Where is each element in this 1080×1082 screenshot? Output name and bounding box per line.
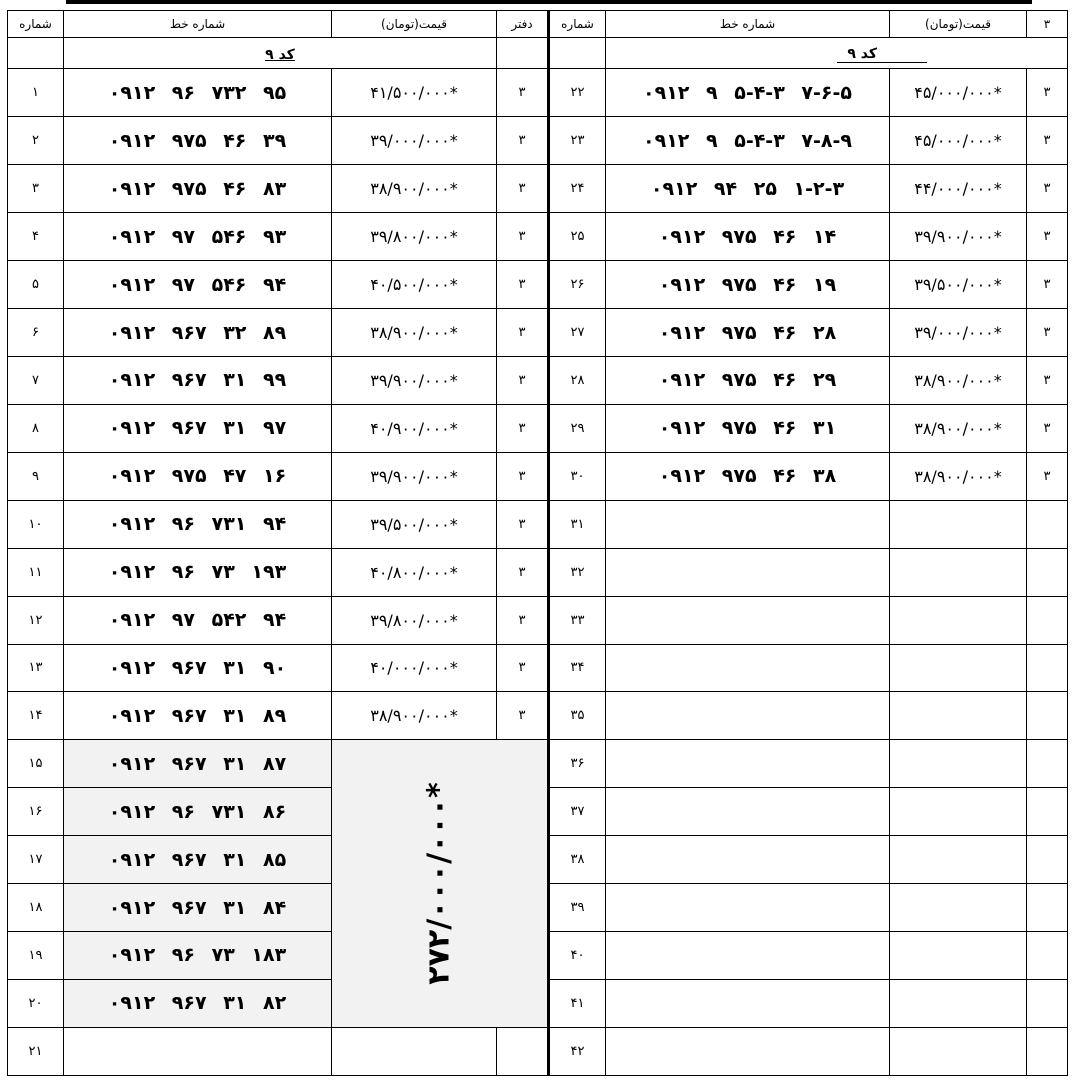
row-index: ۱۴ (8, 692, 64, 740)
row-index: ۱۲ (8, 596, 64, 644)
table-row (8, 117, 1068, 165)
price-value: ۳۹/۹۰۰/۰۰۰* (332, 356, 497, 404)
header-row (8, 11, 1068, 38)
phone-number-right: ۰۹۱۲ ۹۷۵ ۴۶ ۲۸ (606, 309, 890, 357)
header-price: قیمت(تومان) (332, 11, 497, 38)
row-index-right: ۲۴ (549, 165, 606, 213)
office-code-right (1027, 884, 1068, 932)
phone-number-right (606, 836, 890, 884)
price-value-right (890, 1027, 1027, 1075)
table-row (8, 500, 1068, 548)
office-code: ۳ (497, 500, 549, 548)
phone-number-right: ۰۹۱۲ ۹۴ ۲۵ ۱-۲-۳ (606, 165, 890, 213)
phone-number: ۰۹۱۲ ۹۶۷ ۳۱ ۸۲ (64, 979, 332, 1027)
row-index-right: ۳۲ (549, 548, 606, 596)
row-index-right: ۳۳ (549, 596, 606, 644)
price-value: ۳۹/۸۰۰/۰۰۰* (332, 596, 497, 644)
phone-number-right: ۰۹۱۲ ۹ ۵-۴-۳ ۷-۸-۹ (606, 117, 890, 165)
row-index: ۳ (8, 165, 64, 213)
office-code-right (1027, 788, 1068, 836)
office-code-right (1027, 500, 1068, 548)
price-value: ۴۰/۵۰۰/۰۰۰* (332, 261, 497, 309)
phone-number: ۰۹۱۲ ۹۷۵ ۴۷ ۱۶ (64, 452, 332, 500)
phone-number: ۰۹۱۲ ۹۶۷ ۳۱ ۹۹ (64, 356, 332, 404)
row-index-right: ۳۶ (549, 740, 606, 788)
table-row (8, 740, 1068, 788)
header-index: شماره (8, 11, 64, 38)
row-index: ۵ (8, 261, 64, 309)
row-index-right: ۳۷ (549, 788, 606, 836)
row-index-right: ۲۳ (549, 117, 606, 165)
row-index-right: ۳۸ (549, 836, 606, 884)
price-value-right: ۳۸/۹۰۰/۰۰۰* (890, 452, 1027, 500)
header-line-right: شماره خط (606, 11, 890, 38)
office-code-right: ۳ (1027, 165, 1068, 213)
price-value-right: ۳۹/۵۰۰/۰۰۰* (890, 261, 1027, 309)
row-index: ۲ (8, 117, 64, 165)
header-office: دفتر (497, 11, 549, 38)
phone-number-right (606, 884, 890, 932)
phone-number: ۰۹۱۲ ۹۶ ۷۳۱ ۹۴ (64, 500, 332, 548)
price-value-right: ۴۴/۰۰۰/۰۰۰* (890, 165, 1027, 213)
office-code: ۳ (497, 596, 549, 644)
row-index: ۱۷ (8, 836, 64, 884)
row-index: ۱۸ (8, 884, 64, 932)
header-index-right: شماره (549, 11, 606, 38)
office-code: ۳ (497, 404, 549, 452)
code-label: کد ۹ (265, 46, 295, 63)
table-row (8, 596, 1068, 644)
row-index-right: ۴۱ (549, 979, 606, 1027)
table-row (8, 644, 1068, 692)
table-row (8, 692, 1068, 740)
table-row (8, 165, 1068, 213)
price-value: ۴۰/۸۰۰/۰۰۰* (332, 548, 497, 596)
price-value-right (890, 740, 1027, 788)
phone-number: ۰۹۱۲ ۹۷ ۵۴۶ ۹۴ (64, 261, 332, 309)
office-code-right: ۳ (1027, 404, 1068, 452)
price-value: ۴۰/۰۰۰/۰۰۰* (332, 644, 497, 692)
office-code: ۳ (497, 692, 549, 740)
price-value: ۳۹/۸۰۰/۰۰۰* (332, 213, 497, 261)
phone-number-right (606, 500, 890, 548)
price-sheet (7, 10, 1067, 1076)
office-code: ۳ (497, 356, 549, 404)
phone-number-right (606, 979, 890, 1027)
row-index-right: ۳۰ (549, 452, 606, 500)
bundle-price-text: ۲۷۲/۰۰۰/۰۰۰* (422, 782, 457, 985)
office-code: ۳ (497, 69, 549, 117)
phone-number-right: ۰۹۱۲ ۹۷۵ ۴۶ ۲۹ (606, 356, 890, 404)
table-row (8, 452, 1068, 500)
phone-number: ۰۹۱۲ ۹۶۷ ۳۱ ۹۰ (64, 644, 332, 692)
office-code: ۳ (497, 644, 549, 692)
header-price-right: قیمت(تومان) (890, 11, 1027, 38)
row-index: ۸ (8, 404, 64, 452)
phone-number: ۰۹۱۲ ۹۷۵ ۴۶ ۳۹ (64, 117, 332, 165)
row-index: ۱۱ (8, 548, 64, 596)
table-row (8, 69, 1068, 117)
phone-number-right (606, 692, 890, 740)
phone-number-right: ۰۹۱۲ ۹۷۵ ۴۶ ۱۹ (606, 261, 890, 309)
price-value-right: ۴۵/۰۰۰/۰۰۰* (890, 117, 1027, 165)
office-code (497, 1027, 549, 1075)
phone-number-right (606, 932, 890, 980)
phone-number: ۰۹۱۲ ۹۷ ۵۴۲ ۹۴ (64, 596, 332, 644)
phone-number: ۰۹۱۲ ۹۶ ۷۳ ۱۹۳ (64, 548, 332, 596)
office-code: ۳ (497, 452, 549, 500)
phone-number-right (606, 740, 890, 788)
phone-number (64, 1027, 332, 1075)
office-code: ۳ (497, 117, 549, 165)
price-value: ۴۱/۵۰۰/۰۰۰* (332, 69, 497, 117)
row-index-right: ۳۴ (549, 644, 606, 692)
table-row (8, 548, 1068, 596)
header-line: شماره خط (64, 11, 332, 38)
row-index: ۱۵ (8, 740, 64, 788)
row-index: ۱۳ (8, 644, 64, 692)
office-code-right (1027, 1027, 1068, 1075)
phone-number: ۰۹۱۲ ۹۷۵ ۴۶ ۸۳ (64, 165, 332, 213)
phone-number: ۰۹۱۲ ۹۶ ۷۳ ۱۸۳ (64, 932, 332, 980)
bundle-price (332, 740, 549, 1028)
row-index-right: ۲۸ (549, 356, 606, 404)
phone-price-table (7, 10, 1068, 1076)
row-index: ۱۰ (8, 500, 64, 548)
row-index-right: ۲۲ (549, 69, 606, 117)
table-row (8, 356, 1068, 404)
price-value-right (890, 644, 1027, 692)
office-code-right (1027, 596, 1068, 644)
code-label-right: کد ۹ (837, 46, 927, 63)
price-value: ۳۸/۹۰۰/۰۰۰* (332, 165, 497, 213)
table-row (8, 1027, 1068, 1075)
code-row (8, 37, 1068, 69)
row-index: ۴ (8, 213, 64, 261)
row-index: ۱۹ (8, 932, 64, 980)
table-row (8, 213, 1068, 261)
header-office-right: ۳ (1027, 11, 1068, 38)
office-code-right: ۳ (1027, 356, 1068, 404)
phone-number: ۰۹۱۲ ۹۶ ۷۳۱ ۸۶ (64, 788, 332, 836)
phone-number: ۰۹۱۲ ۹۶ ۷۳۲ ۹۵ (64, 69, 332, 117)
row-index: ۲۱ (8, 1027, 64, 1075)
price-value: ۳۸/۹۰۰/۰۰۰* (332, 692, 497, 740)
phone-number-right (606, 644, 890, 692)
price-value-right: ۴۵/۰۰۰/۰۰۰* (890, 69, 1027, 117)
row-index: ۶ (8, 309, 64, 357)
phone-number: ۰۹۱۲ ۹۷ ۵۴۶ ۹۳ (64, 213, 332, 261)
table-row (8, 261, 1068, 309)
row-index-right: ۳۹ (549, 884, 606, 932)
phone-number: ۰۹۱۲ ۹۶۷ ۳۱ ۸۵ (64, 836, 332, 884)
office-code-right: ۳ (1027, 309, 1068, 357)
price-value-right (890, 932, 1027, 980)
office-code-right (1027, 979, 1068, 1027)
office-code-right: ۳ (1027, 452, 1068, 500)
office-code-right: ۳ (1027, 261, 1068, 309)
office-code-right (1027, 932, 1068, 980)
office-code: ۳ (497, 309, 549, 357)
price-value-right (890, 788, 1027, 836)
row-index-right: ۳۱ (549, 500, 606, 548)
row-index-right: ۲۶ (549, 261, 606, 309)
price-value: ۳۹/۹۰۰/۰۰۰* (332, 452, 497, 500)
table-row (8, 309, 1068, 357)
row-index-right: ۴۰ (549, 932, 606, 980)
office-code-right (1027, 692, 1068, 740)
price-value: ۳۹/۵۰۰/۰۰۰* (332, 500, 497, 548)
office-code-right (1027, 644, 1068, 692)
office-code-right: ۳ (1027, 117, 1068, 165)
row-index-right: ۴۲ (549, 1027, 606, 1075)
table-row (8, 404, 1068, 452)
price-value (332, 1027, 497, 1075)
row-index-right: ۲۷ (549, 309, 606, 357)
phone-number-right (606, 788, 890, 836)
price-value-right (890, 836, 1027, 884)
price-value-right: ۳۹/۹۰۰/۰۰۰* (890, 213, 1027, 261)
price-value: ۳۹/۰۰۰/۰۰۰* (332, 117, 497, 165)
office-code-right: ۳ (1027, 69, 1068, 117)
price-value-right: ۳۸/۹۰۰/۰۰۰* (890, 356, 1027, 404)
phone-number-right: ۰۹۱۲ ۹۷۵ ۴۶ ۳۸ (606, 452, 890, 500)
office-code: ۳ (497, 261, 549, 309)
office-code-right (1027, 836, 1068, 884)
phone-number-right (606, 548, 890, 596)
phone-number: ۰۹۱۲ ۹۶۷ ۳۲ ۸۹ (64, 309, 332, 357)
price-value-right (890, 596, 1027, 644)
office-code: ۳ (497, 165, 549, 213)
phone-number: ۰۹۱۲ ۹۶۷ ۳۱ ۸۹ (64, 692, 332, 740)
phone-number-right (606, 596, 890, 644)
phone-number-right: ۰۹۱۲ ۹۷۵ ۴۶ ۱۴ (606, 213, 890, 261)
office-code-right (1027, 740, 1068, 788)
phone-number: ۰۹۱۲ ۹۶۷ ۳۱ ۸۷ (64, 740, 332, 788)
office-code: ۳ (497, 548, 549, 596)
price-value: ۴۰/۹۰۰/۰۰۰* (332, 404, 497, 452)
top-rule (66, 0, 1032, 4)
phone-number: ۰۹۱۲ ۹۶۷ ۳۱ ۹۷ (64, 404, 332, 452)
phone-number: ۰۹۱۲ ۹۶۷ ۳۱ ۸۴ (64, 884, 332, 932)
office-code: ۳ (497, 213, 549, 261)
price-value: ۳۸/۹۰۰/۰۰۰* (332, 309, 497, 357)
price-value-right: ۳۸/۹۰۰/۰۰۰* (890, 404, 1027, 452)
row-index-right: ۳۵ (549, 692, 606, 740)
row-index: ۷ (8, 356, 64, 404)
row-index: ۲۰ (8, 979, 64, 1027)
row-index: ۱۶ (8, 788, 64, 836)
price-value-right (890, 500, 1027, 548)
row-index-right: ۲۹ (549, 404, 606, 452)
price-value-right (890, 692, 1027, 740)
price-value-right: ۳۹/۰۰۰/۰۰۰* (890, 309, 1027, 357)
row-index: ۱ (8, 69, 64, 117)
office-code-right (1027, 548, 1068, 596)
price-value-right (890, 979, 1027, 1027)
price-value-right (890, 884, 1027, 932)
phone-number-right: ۰۹۱۲ ۹ ۵-۴-۳ ۷-۶-۵ (606, 69, 890, 117)
row-index-right: ۲۵ (549, 213, 606, 261)
office-code-right: ۳ (1027, 213, 1068, 261)
phone-number-right: ۰۹۱۲ ۹۷۵ ۴۶ ۳۱ (606, 404, 890, 452)
row-index: ۹ (8, 452, 64, 500)
phone-number-right (606, 1027, 890, 1075)
price-value-right (890, 548, 1027, 596)
